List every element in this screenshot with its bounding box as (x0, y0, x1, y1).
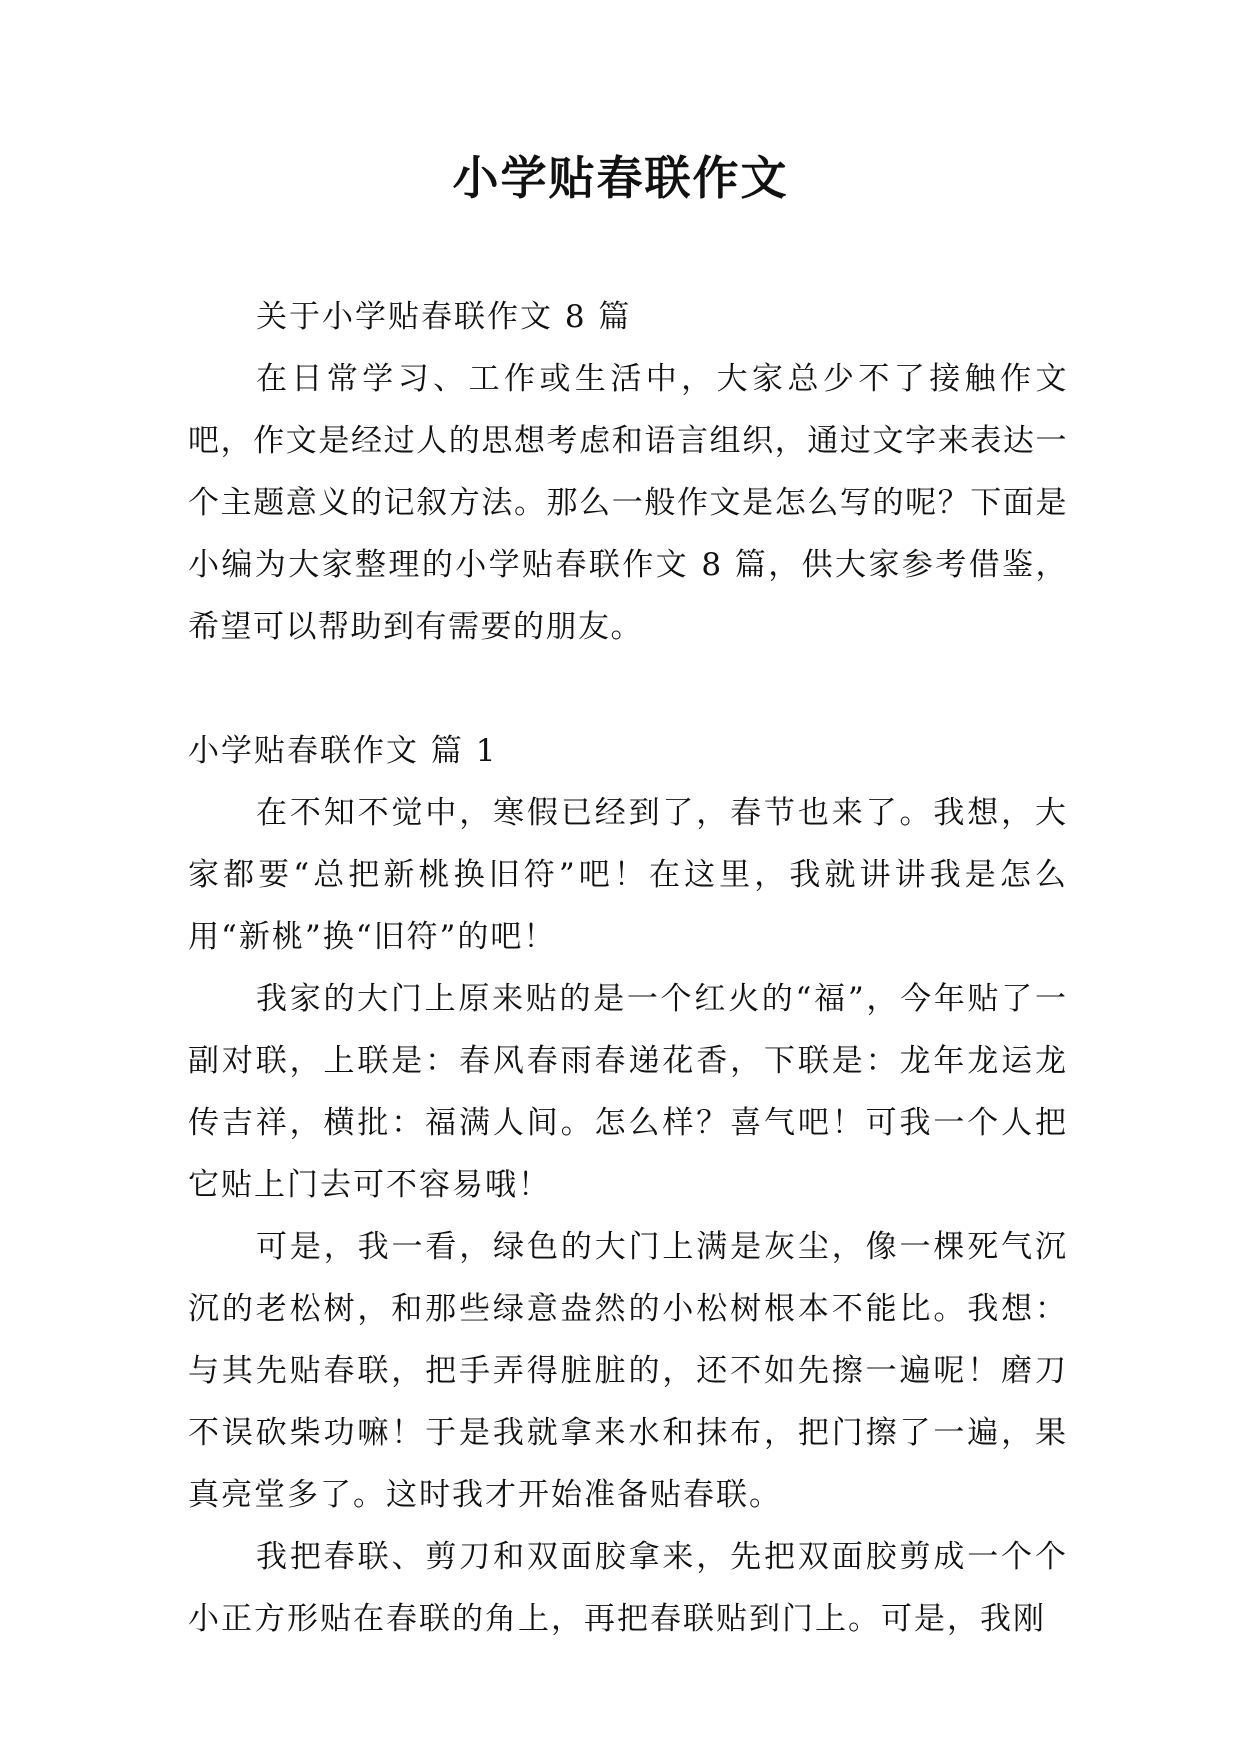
section-gap (188, 658, 1068, 720)
section-paragraph-2: 我家的大门上原来贴的是一个红火的“福”，今年贴了一副对联，上联是：春风春雨春递花香，下联是：龙年龙运龙传吉祥，横批：福满人间。怎么样？喜气吧！可我一个人把它贴上门去可不容易哦！ (188, 981, 1068, 1203)
section-paragraph-1: 在不知不觉中，寒假已经到了，春节也来了。我想，大家都要“总把新桃换旧符”吧！在这里，我就讲讲我是怎么用“新桃”换“旧符”的吧！ (188, 795, 1068, 955)
section-paragraph-4: 我把春联、剪刀和双面胶拿来，先把双面胶剪成一个个小正方形贴在春联的角上，再把春联贴到门上。可是，我刚 (188, 1539, 1068, 1637)
intro-paragraph: 在日常学习、工作或生活中，大家总少不了接触作文吧，作文是经过人的思想考虑和语言组织，通过文字来表达一个主题意义的记叙方法。那么一般作文是怎么写的呢？下面是小编为大家整理的小学贴春联作文 8 篇，供大家参考借鉴，希望可以帮助到有需要的朋友。 (188, 361, 1068, 645)
intro-subtitle: 关于小学贴春联作文 8 篇 (256, 299, 632, 335)
section-heading: 小学贴春联作文 篇 1 (188, 733, 498, 769)
section-paragraph-3: 可是，我一看，绿色的大门上满是灰尘，像一棵死气沉沉的老松树，和那些绿意盎然的小松树根本不能比。我想：与其先贴春联，把手弄得脏脏的，还不如先擦一遍呢！磨刀不误砍柴功嘛！于是我就拿来水和抹布，把门擦了一遍，果真亮堂多了。这时我才开始准备贴春联。 (188, 1229, 1068, 1513)
document-title: 小学贴春联作文 (452, 151, 789, 205)
document-body (188, 286, 1068, 1650)
